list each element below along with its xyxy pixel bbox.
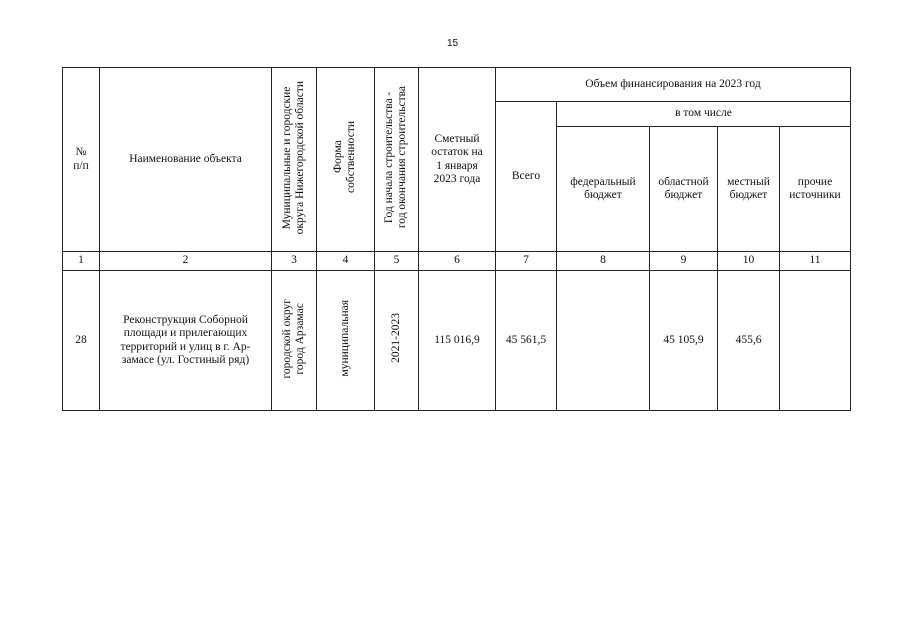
- header-ownership-text: Форма собственности: [332, 121, 358, 194]
- header-regional-budget: областной бюджет: [650, 127, 718, 252]
- row-number: 28: [63, 271, 100, 411]
- table-row: [63, 271, 851, 411]
- header-estimated-balance: Сметный остаток на 1 января 2023 года: [419, 68, 496, 252]
- financing-table: [62, 67, 851, 411]
- header-total: Всего: [496, 102, 557, 252]
- column-number: 9: [650, 252, 718, 271]
- column-number: 6: [419, 252, 496, 271]
- district: [272, 271, 317, 411]
- column-number: 2: [100, 252, 272, 271]
- column-number: 1: [63, 252, 100, 271]
- district-text: городской округ город Арзамас: [280, 298, 306, 379]
- column-number: 3: [272, 252, 317, 271]
- header-row-number: № п/п: [63, 68, 100, 252]
- column-number: 4: [317, 252, 375, 271]
- page-number: 15: [446, 38, 459, 49]
- column-number: 7: [496, 252, 557, 271]
- header-including-group: в том числе: [557, 102, 851, 127]
- header-other-sources: прочие источники: [780, 127, 851, 252]
- other-sources: [780, 271, 851, 411]
- header-row-1: [63, 68, 851, 102]
- header-years-text: Год начала строительства - год окончания строительства: [383, 86, 409, 229]
- column-number: 8: [557, 252, 650, 271]
- header-local-budget: местный бюджет: [718, 127, 780, 252]
- ownership-text: муниципальная: [338, 300, 351, 377]
- object-name: Реконструкция Соборной площади и прилегающих территорий и улиц в г. Ар- замасе (ул. Гостиный ряд): [100, 271, 272, 411]
- header-districts: [272, 68, 317, 252]
- regional-budget: 45 105,9: [650, 271, 718, 411]
- header-object-name: Наименование объекта: [100, 68, 272, 252]
- years-text: 2021-2023: [389, 313, 402, 364]
- ownership-form: [317, 271, 375, 411]
- federal-budget: [557, 271, 650, 411]
- header-districts-text: Муниципальные и городские округа Нижегородской области: [280, 80, 306, 235]
- column-number: 10: [718, 252, 780, 271]
- header-ownership-form: [317, 68, 375, 252]
- construction-years: [375, 271, 419, 411]
- header-federal-budget: федеральный бюджет: [557, 127, 650, 252]
- header-financing-group: Объем финансирования на 2023 год: [496, 68, 851, 102]
- column-number: 5: [375, 252, 419, 271]
- column-numbers-row: [63, 252, 851, 271]
- column-number: 11: [780, 252, 851, 271]
- total-financing: 45 561,5: [496, 271, 557, 411]
- header-construction-years: [375, 68, 419, 252]
- local-budget: 455,6: [718, 271, 780, 411]
- estimated-balance: 115 016,9: [419, 271, 496, 411]
